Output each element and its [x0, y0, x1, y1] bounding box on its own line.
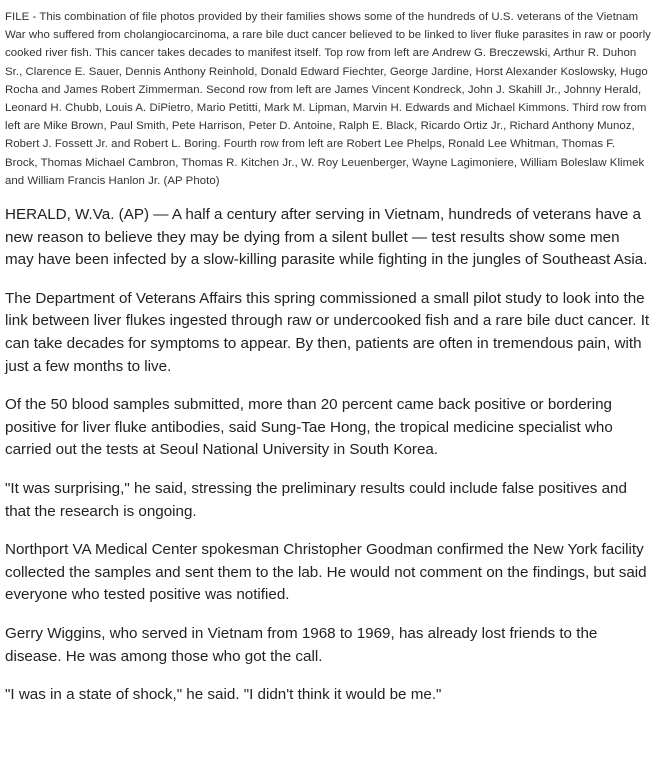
article-paragraph-4: "It was surprising," he said, stressing the preliminary results could include false positives and that the research is ongoing.: [5, 479, 627, 520]
article-paragraph-2: The Department of Veterans Affairs this spring commissioned a small pilot study to look into the link between liver flukes ingested through raw or undercooked fish and a rare bile duct cancer. It can take decades for symptoms to appear. By then, patients are often in tremendous pain, with just a few months to live.: [5, 289, 650, 375]
article: [5, 0, 651, 707]
article-paragraph-1: HERALD, W.Va. (AP) — A half a century after serving in Vietnam, hundreds of veterans have a new reason to believe they may be dying from a silent bullet — test results show some men may have been infected by a slow-killing parasite while fighting in the jungles of Southeast Asia.: [5, 206, 648, 269]
photo-caption: FILE - This combination of file photos provided by their families shows some of the hundreds of U.S. veterans of the Vietnam War who suffered from cholangiocarcinoma, a rare bile duct cancer believed to be linked to liver fluke parasites in raw or poorly cooked river fish. This cancer takes decades to manifest itself. Top row from left are Andrew G. Breczewski, Arthur R. Duhon Sr., Clarence E. Sauer, Dennis Anthony Reinhold, Donald Edward Fiechter, George Jardine, Horst Alexander Koslowsky, Hugo Rocha and James Robert Zimmerman. Second row from left are James Vincent Kondreck, John J. Skahill Jr., Johnny Herald, Leonard H. Chubb, Louis A. DiPietro, Mario Petitti, Mark M. Lipman, Marvin H. Edwards and Michael Kimmons. Third row from left are Mike Brown, Paul Smith, Pete Harrison, Peter D. Antoine, Ralph E. Black, Ricardo Ortiz Jr., Richard Anthony Munoz, Robert J. Fossett Jr. and Robert L. Boring. Fourth row from left are Robert Lee Phelps, Ronald Lee Whitman, Thomas F. Brock, Thomas Michael Cambron, Thomas R. Kitchen Jr., W. Roy Leuenberger, Wayne Lagimoniere, William Boleslaw Klimek and William Francis Hanlon Jr. (AP Photo): [5, 11, 651, 187]
article-paragraph-6: Gerry Wiggins, who served in Vietnam from 1968 to 1969, has already lost friends to the disease. He was among those who got the call.: [5, 624, 598, 665]
article-paragraph-5: Northport VA Medical Center spokesman Christopher Goodman confirmed the New York facility collected the samples and sent them to the lab. He would not comment on the findings, but said everyone who tested positive was notified.: [5, 541, 647, 604]
article-paragraph-3: Of the 50 blood samples submitted, more than 20 percent came back positive or bordering positive for liver fluke antibodies, said Sung-Tae Hong, the tropical medicine specialist who carried out the tests at Seoul National University in South Korea.: [5, 396, 613, 459]
article-paragraph-7: "I was in a state of shock," he said. "I didn't think it would be me.": [5, 686, 442, 704]
